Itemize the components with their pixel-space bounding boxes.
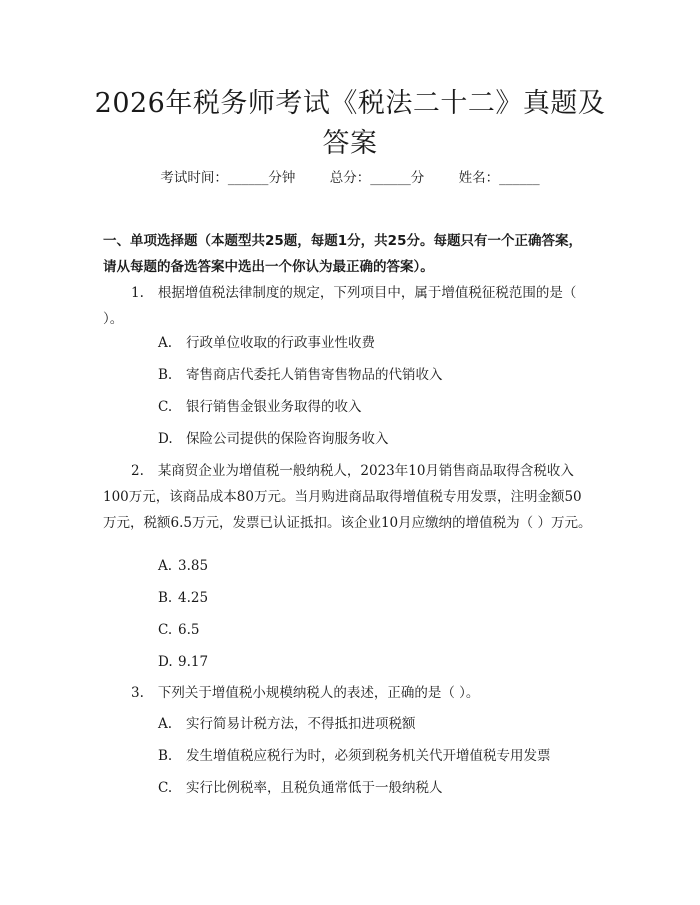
- option-text: 银行销售金银业务取得的收入: [186, 399, 362, 415]
- option-3c: [158, 778, 598, 798]
- option-2b: [158, 588, 598, 608]
- option-letter: B.: [158, 367, 173, 383]
- option-letter: A.: [158, 558, 173, 574]
- option-letter: C.: [158, 399, 173, 415]
- question-text: 某商贸企业为增值税一般纳税人，2023年10月销售商品取得含税收入100万元，该商品成本80万元。当月购进商品取得增值税专用发票，注明金额50万元，税额6.5万元，发票已认证抵扣。该企业10月应缴纳的增值税为（ ）万元。: [103, 463, 592, 531]
- option-text: 发生增值税应税行为时，必须到税务机关代开增值税专用发票: [186, 748, 551, 764]
- section-heading: 一、单项选择题（本题型共25题，每题1分，共25分。每题只有一个正确答案，请从每题的备选答案中选出一个你认为最正确的答案）。: [103, 233, 582, 275]
- question-2: [103, 458, 593, 536]
- question-text: 根据增值税法律制度的规定，下列项目中，属于增值税征税范围的是（ ）。: [103, 285, 577, 327]
- total-score-field: 总分：______分: [329, 170, 425, 186]
- option-text: 行政单位收取的行政事业性收费: [186, 335, 375, 351]
- option-text: 寄售商店代委托人销售寄售物品的代销收入: [186, 367, 443, 383]
- option-text: 3.85: [178, 558, 209, 574]
- exam-info-line: [0, 168, 700, 188]
- option-1d: [158, 429, 598, 449]
- exam-time-field: 考试时间：______分钟: [160, 170, 296, 186]
- option-2a: [158, 556, 598, 576]
- option-2c: [158, 620, 598, 640]
- option-text: 4.25: [178, 590, 209, 606]
- option-2d: [158, 652, 598, 672]
- option-letter: C.: [158, 780, 173, 796]
- option-letter: C.: [158, 622, 173, 638]
- option-text: 保险公司提供的保险咨询服务收入: [186, 431, 389, 447]
- question-3: [103, 680, 593, 706]
- option-1a: [158, 333, 598, 353]
- name-field: 姓名：______: [458, 170, 540, 186]
- option-letter: B.: [158, 748, 173, 764]
- option-letter: D.: [158, 654, 173, 670]
- question-number: 3.: [131, 685, 144, 701]
- option-text: 6.5: [178, 622, 200, 638]
- question-1: [103, 280, 593, 332]
- option-3b: [158, 746, 598, 766]
- option-text: 实行简易计税方法，不得抵扣进项税额: [186, 716, 416, 732]
- question-number: 1.: [131, 285, 144, 301]
- option-letter: D.: [158, 431, 173, 447]
- option-1b: [158, 365, 598, 385]
- option-letter: A.: [158, 716, 173, 732]
- option-text: 9.17: [178, 654, 209, 670]
- option-letter: A.: [158, 335, 173, 351]
- option-1c: [158, 397, 598, 417]
- question-number: 2.: [131, 463, 144, 479]
- option-text: 实行比例税率，且税负通常低于一般纳税人: [186, 780, 443, 796]
- option-3a: [158, 714, 598, 734]
- page-title: 2026年税务师考试《税法二十二》真题及答案: [94, 88, 606, 159]
- question-text: 下列关于增值税小规模纳税人的表述，正确的是（ ）。: [157, 685, 480, 701]
- option-letter: B.: [158, 590, 173, 606]
